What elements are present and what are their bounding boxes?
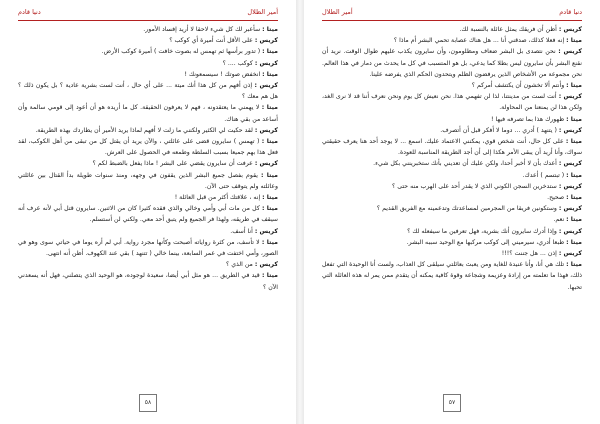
book-gutter xyxy=(296,0,304,424)
dialogue-text: كل من مات أبي وأمي وخالي والذي فقده كثيرا كان من الاثنين. سايرون قتل أبي لأنه عرف أنه سيقف في طريقه، ولهذا فر الجميع ولم يتبق أحد معي. ولكني لن أستسلم. xyxy=(18,205,278,224)
dialogue-line xyxy=(322,226,582,237)
speaker-name: كريس : xyxy=(254,227,278,235)
dialogue-text: إذن ... هل جننت ؟!!! xyxy=(501,250,557,258)
dialogue-line xyxy=(322,248,582,259)
page-body xyxy=(18,24,278,389)
dialogue-text: كوكب .... ؟ xyxy=(222,59,253,67)
dialogue-text: على كل حال، أنت شخص قوي، يمكنني الاعتماد عليك. اسمع ... لا يوجد أحد هنا يعرف حقيقتي سواك، وأنا أريد أن يبقى الأمر هكذا إلى أن أجد الطريقة المناسبة للعودة. xyxy=(322,138,582,157)
dialogue-line xyxy=(322,80,582,91)
header-author: دنيا قادم xyxy=(18,8,41,16)
speaker-name: ميتا : xyxy=(261,171,278,179)
page-header xyxy=(18,8,278,20)
dialogue-text: لا يهمني ما يعتقدونه ، فهم لا يعرفون الحقيقة. كل ما أريده هو أن أعود إلى قومي سالمة وأن أساعد من بقي هناك. xyxy=(18,104,278,123)
dialogue-line xyxy=(18,125,278,136)
dialogue-line xyxy=(18,203,278,225)
dialogue-text: وأنتم ألا تخشون أن يكتشف أمركم ؟ xyxy=(471,82,565,90)
speaker-name: كريس : xyxy=(558,126,582,134)
dialogue-line xyxy=(18,170,278,192)
speaker-name: ميتا : xyxy=(566,238,582,246)
speaker-name: ميتا : xyxy=(261,272,278,280)
dialogue-text: إنه فعلا كذلك، صدقني أنا ... هل هناك عصابة تحمي البشر أم ماذا ؟ xyxy=(393,37,565,45)
speaker-name: ميتا : xyxy=(565,138,582,146)
dialogue-text: أنا أسف. xyxy=(230,227,253,235)
dialogue-line xyxy=(18,259,278,270)
dialogue-text: سأعبر لك كل شيء لاحقا لا أريد إفساد الأمور. xyxy=(143,26,261,33)
dialogue-line xyxy=(18,226,278,237)
speaker-name: ميتا : xyxy=(261,104,278,112)
speaker-name: كريس : xyxy=(558,205,582,213)
header-book-title: أمير الظلال xyxy=(247,8,278,16)
dialogue-line xyxy=(322,24,582,35)
dialogue-line xyxy=(322,46,582,80)
dialogue-text: صحيح. xyxy=(547,194,565,202)
speaker-name: ميتا : xyxy=(566,216,582,224)
dialogue-text: أظن أن فريقك يمثل عائلة بالنسبة لك. xyxy=(459,26,557,33)
speaker-name: ميتا : xyxy=(262,48,278,56)
dialogue-line xyxy=(322,170,582,181)
header-rule xyxy=(322,20,582,21)
header-rule xyxy=(18,20,278,21)
dialogue-text: على الأقل أنت أميرة أي كوكب ؟ xyxy=(169,37,253,45)
dialogue-line xyxy=(322,136,582,158)
dialogue-line xyxy=(322,214,582,225)
dialogue-text: من الذي ؟ xyxy=(225,261,253,269)
dialogue-text: ( تبتسم ) أعدك. xyxy=(522,171,565,179)
dialogue-line xyxy=(18,35,278,46)
dialogue-line xyxy=(18,80,278,102)
dialogue-text: ( يتنهد ) أدري ... دوما لا أفكر قبل أن أتصرف. xyxy=(440,126,557,134)
page-header xyxy=(322,8,582,20)
dialogue-line xyxy=(322,181,582,192)
dialogue-text: تلك هي أنا، وأنا عنيدة للغاية ومن يعبث بعائلتي سيلقى كل العذاب، ولست أنا الوحيدة التي تفعل ذلك، فهذا ما تعلمته من إرادة وعزيمة وشجاعة وقوة كافية يمكنه أن يتقدم ممن يمر له هذه العائلة التي تحبها. xyxy=(322,261,582,291)
dialogue-line xyxy=(18,69,278,80)
speaker-name: كريس : xyxy=(254,261,278,269)
speaker-name: كريس : xyxy=(254,126,278,134)
speaker-name: ميتا : xyxy=(261,238,278,246)
dialogue-line xyxy=(18,270,278,292)
dialogue-text: لقد حكيت لي الكثير ولكنني ما زلت لا أفهم لماذا يريد الأمير أن يطاردك بهذه الطريقة. xyxy=(35,126,253,134)
dialogue-line xyxy=(322,114,582,125)
speaker-name: ميتا : xyxy=(566,171,582,179)
speaker-name: كريس : xyxy=(558,26,582,33)
speaker-name: كريس : xyxy=(254,59,278,67)
dialogue-line xyxy=(18,58,278,69)
dialogue-line xyxy=(322,35,582,46)
dialogue-text: ظهورك هذا بما تصرفه فيها ! xyxy=(491,115,565,123)
dialogue-line xyxy=(322,203,582,214)
speaker-name: كريس : xyxy=(558,250,582,258)
dialogue-text: أنت لست من مدينتنا، لذا لن تفهمي هذا. نحن نعيش كل يوم ونحن نعرف أننا قد لا نرى الغد، ولكن هذا لن يمنعنا من المحاولة. xyxy=(322,93,582,112)
dialogue-line xyxy=(18,24,278,35)
dialogue-text: ستدخرين السجن الكوني الذي لا يقدر أحد على الهرب منه حتى ؟ xyxy=(392,182,557,190)
dialogue-line xyxy=(18,46,278,57)
dialogue-line xyxy=(322,91,582,113)
speaker-name: ميتا : xyxy=(566,115,582,123)
page-number: ٥٧ xyxy=(443,394,461,412)
dialogue-text: لا تأسف، من كثرة رواياته أصبحت وكأنها مجرد رواية. أبي لم أره يوما في حياتي سوى وهو في الصور، وأمي اختفت في عمر السابعة، بينما خالي ( تتنهد ) بقي عند الكهوف. أظن أنه انتهى. xyxy=(18,238,278,258)
dialogue-text: انخفض صوتك ! سيسمعونك ! xyxy=(184,70,261,78)
speaker-name: كريس : xyxy=(558,48,582,56)
dialogue-line xyxy=(18,102,278,124)
dialogue-text: طبعا أدري، سيرميني إلى كوكب مركبها مع الوحيد سببه البشر. xyxy=(406,238,565,246)
left-page xyxy=(0,0,296,424)
speaker-name: ميتا : xyxy=(566,82,582,90)
dialogue-text: إنه ، علاقتك أكثر من قبل العائلة ! xyxy=(174,194,261,202)
speaker-name: ميتا : xyxy=(262,70,278,78)
page-number: ٥٨ xyxy=(139,394,157,412)
dialogue-line xyxy=(18,192,278,203)
speaker-name: كريس : xyxy=(254,37,278,45)
speaker-name: ميتا : xyxy=(566,261,582,269)
dialogue-text: ( تهمس ) سايرون قضى على عائلتي ، والآن يريد أن يقتل كل من تبقى من أهل الكوكب، لقد فعل هذا بهم جميعا بسبب السلطة وطمعه في الحصول على العرش. xyxy=(18,138,278,157)
speaker-name: كريس : xyxy=(558,160,582,168)
header-author: دنيا قادم xyxy=(559,8,582,16)
dialogue-line xyxy=(322,125,582,136)
dialogue-text: عرفت أن سايرون يقضي على البشر ! ماذا يفعل بالضبط لكم ؟ xyxy=(92,160,253,168)
speaker-name: كريس : xyxy=(558,227,582,235)
dialogue-text: قيد في الطريق ... هو مثل أبي أيضا، سعيدة لوجوده، هو الوحيد الذي يتصلني، فهل أنه يسعدني الآن ؟ xyxy=(18,272,278,291)
dialogue-text: يقوم بفصل جميع البشر الذين يقفون في وجهه، ومنذ سنوات طويلة بدأ القتال بين عائلتي وعائلته ولم يتوقف حتى الآن. xyxy=(18,171,278,190)
speaker-name: ميتا : xyxy=(566,194,582,202)
speaker-name: ميتا : xyxy=(566,37,582,45)
dialogue-text: وإذا أدرك سايرون أنك بشرية، فهل تعرفين ما سيفعله لك ؟ xyxy=(407,227,557,235)
speaker-name: ميتا : xyxy=(261,138,278,146)
page-body xyxy=(322,24,582,389)
speaker-name: ميتا : xyxy=(262,194,278,202)
dialogue-line xyxy=(18,136,278,158)
dialogue-line xyxy=(322,259,582,293)
dialogue-line xyxy=(18,158,278,169)
dialogue-text: أعدك بأن لا أخبر أحدا، ولكن عليك أن تعديني بأنك ستخبرينني بكل شيء. xyxy=(373,160,557,168)
speaker-name: كريس : xyxy=(254,82,278,90)
dialogue-text: ( تدور برأسها ثم تهمس له بصوت خافت ) أميرة كوكب الأرض. xyxy=(101,48,261,56)
dialogue-line xyxy=(18,237,278,259)
dialogue-line xyxy=(322,237,582,248)
header-book-title: أمير الظلال xyxy=(322,8,353,16)
dialogue-line xyxy=(322,192,582,203)
dialogue-line xyxy=(322,158,582,169)
speaker-name: كريس : xyxy=(254,160,278,168)
speaker-name: كريس : xyxy=(558,93,582,101)
dialogue-text: إذن أفهم من كل هذا أنك ميتة ... على أي حال ، أنت لست بشرية عادية ؟ بل يكون ذلك ؟ هل هم معك ؟ xyxy=(18,82,278,101)
speaker-name: كريس : xyxy=(558,182,582,190)
dialogue-text: نعم. xyxy=(553,216,565,224)
right-page xyxy=(304,0,600,424)
dialogue-text: نحن نتصدى بل البشر ضعاف ومظلومون، وأن سايرون يكذب عليهم طوال الوقت. نريد أن نقنع البشر بأن سايرون ليس بطلا كما يدعي، بل هو المتسبب في كل ما يحدث من دمار في هذا العالم. نحن مجموعة من الأشخاص الذين يرفضون الظلم ويتحدون الحكم الذي يفرضه علينا. xyxy=(322,48,582,78)
dialogue-text: وستكونين فريقا من المجرمين لمساعدتك وتدعمينه مع الفريق القديم ؟ xyxy=(376,205,557,213)
speaker-name: ميتا : xyxy=(261,205,278,213)
speaker-name: ميتا : xyxy=(262,26,278,33)
